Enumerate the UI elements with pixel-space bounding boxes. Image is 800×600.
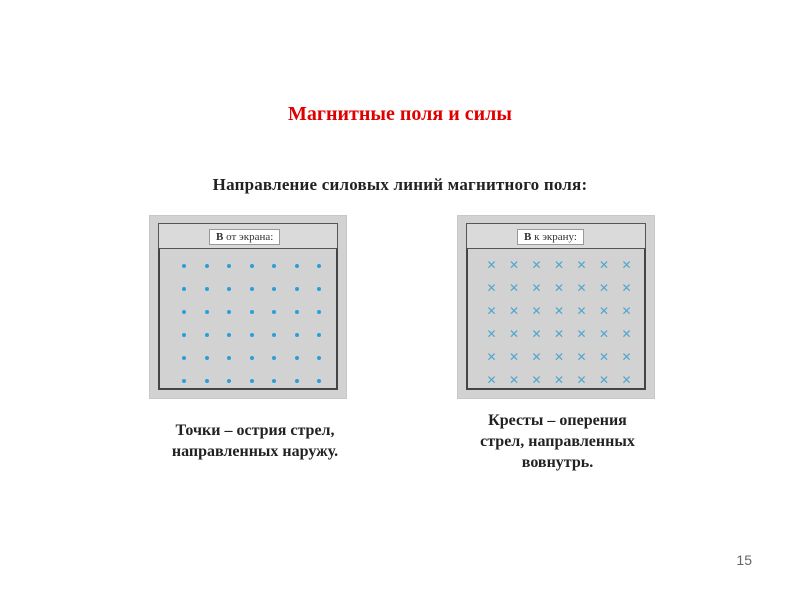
label-text: от экрана: — [223, 231, 274, 243]
field-dot — [295, 310, 299, 314]
field-cross: ✕ — [576, 350, 587, 364]
field-out-of-screen-panel — [149, 215, 347, 399]
field-cross: ✕ — [598, 281, 610, 295]
field-dot — [317, 310, 321, 314]
field-dot — [205, 356, 209, 360]
field-cross: ✕ — [531, 327, 542, 341]
field-cross: ✕ — [531, 258, 542, 272]
field-cross: ✕ — [486, 327, 497, 341]
field-dot — [250, 264, 254, 268]
caption-line: вовнутрь. — [521, 454, 594, 471]
field-direction-label — [517, 229, 584, 245]
field-cross: ✕ — [598, 258, 610, 272]
field-dot — [272, 333, 276, 337]
field-cross: ✕ — [553, 373, 565, 387]
field-cross: ✕ — [508, 373, 520, 387]
field-cross: ✕ — [598, 373, 610, 387]
field-cross: ✕ — [531, 350, 542, 364]
field-dot — [182, 356, 186, 360]
field-cross: ✕ — [486, 373, 497, 387]
field-dot — [205, 264, 209, 268]
field-cross: ✕ — [553, 327, 565, 341]
field-dot — [227, 333, 231, 337]
field-dot — [295, 333, 299, 337]
field-dot — [227, 264, 231, 268]
field-cross: ✕ — [553, 304, 565, 318]
field-cross: ✕ — [621, 350, 632, 364]
field-cross: ✕ — [576, 373, 587, 387]
field-cross: ✕ — [576, 304, 587, 318]
field-cross: ✕ — [531, 281, 542, 295]
field-dot — [317, 264, 321, 268]
field-direction-label — [209, 229, 280, 245]
field-dot — [227, 287, 231, 291]
field-cross: ✕ — [598, 327, 610, 341]
field-cross: ✕ — [598, 304, 610, 318]
field-dot — [250, 310, 254, 314]
field-area — [158, 248, 338, 390]
field-dot — [205, 287, 209, 291]
dots-caption — [140, 420, 370, 462]
field-dot — [272, 287, 276, 291]
field-dot — [272, 264, 276, 268]
field-cross: ✕ — [531, 304, 542, 318]
field-into-screen-panel — [457, 215, 655, 399]
b-symbol: B — [524, 231, 532, 243]
field-dot — [317, 379, 321, 383]
field-cross: ✕ — [486, 350, 497, 364]
slide-title: Магнитные поля и силы — [288, 103, 512, 125]
slide-subtitle: Направление силовых линий магнитного поля: — [212, 175, 588, 194]
field-cross: ✕ — [576, 258, 587, 272]
field-cross: ✕ — [598, 350, 610, 364]
panel-header — [158, 223, 338, 249]
field-dot — [272, 356, 276, 360]
field-dot — [295, 287, 299, 291]
field-cross: ✕ — [553, 258, 565, 272]
field-dot — [272, 310, 276, 314]
field-dot — [272, 379, 276, 383]
caption-line: направленных наружу. — [171, 443, 339, 460]
field-cross: ✕ — [553, 350, 565, 364]
field-cross: ✕ — [621, 281, 632, 295]
label-text: к экрану: — [531, 231, 577, 243]
field-dot — [205, 310, 209, 314]
field-cross: ✕ — [508, 304, 520, 318]
field-dot — [182, 379, 186, 383]
field-dot — [250, 287, 254, 291]
field-dot — [205, 333, 209, 337]
field-cross: ✕ — [508, 350, 520, 364]
field-cross: ✕ — [553, 281, 565, 295]
field-area — [466, 248, 646, 390]
field-dot — [205, 379, 209, 383]
field-dot — [295, 356, 299, 360]
field-dot — [182, 287, 186, 291]
field-dot — [317, 333, 321, 337]
field-dot — [295, 264, 299, 268]
field-cross: ✕ — [508, 327, 520, 341]
caption-line: Точки – острия стрел, — [175, 422, 335, 439]
crosses-caption — [440, 410, 675, 473]
caption-line: Кресты – оперения — [488, 412, 627, 429]
field-cross: ✕ — [621, 258, 632, 272]
field-dot — [250, 333, 254, 337]
field-cross: ✕ — [531, 373, 542, 387]
field-dot — [317, 356, 321, 360]
b-symbol: B — [216, 231, 224, 243]
field-dot — [250, 379, 254, 383]
field-cross: ✕ — [508, 258, 520, 272]
field-cross: ✕ — [508, 281, 520, 295]
panel-header — [466, 223, 646, 249]
field-cross: ✕ — [576, 327, 587, 341]
field-dot — [227, 379, 231, 383]
caption-line: стрел, направленных — [480, 433, 635, 450]
field-dot — [227, 310, 231, 314]
field-dot — [295, 379, 299, 383]
field-dot — [182, 310, 186, 314]
field-dot — [250, 356, 254, 360]
field-dot — [317, 287, 321, 291]
field-cross: ✕ — [576, 281, 587, 295]
field-dot — [182, 264, 186, 268]
page-number: 15 — [736, 552, 752, 568]
field-cross: ✕ — [621, 373, 632, 387]
field-cross: ✕ — [621, 327, 632, 341]
field-cross: ✕ — [486, 281, 497, 295]
field-dot — [182, 333, 186, 337]
field-dot — [227, 356, 231, 360]
field-cross: ✕ — [486, 304, 497, 318]
field-cross: ✕ — [621, 304, 632, 318]
field-cross: ✕ — [486, 258, 497, 272]
